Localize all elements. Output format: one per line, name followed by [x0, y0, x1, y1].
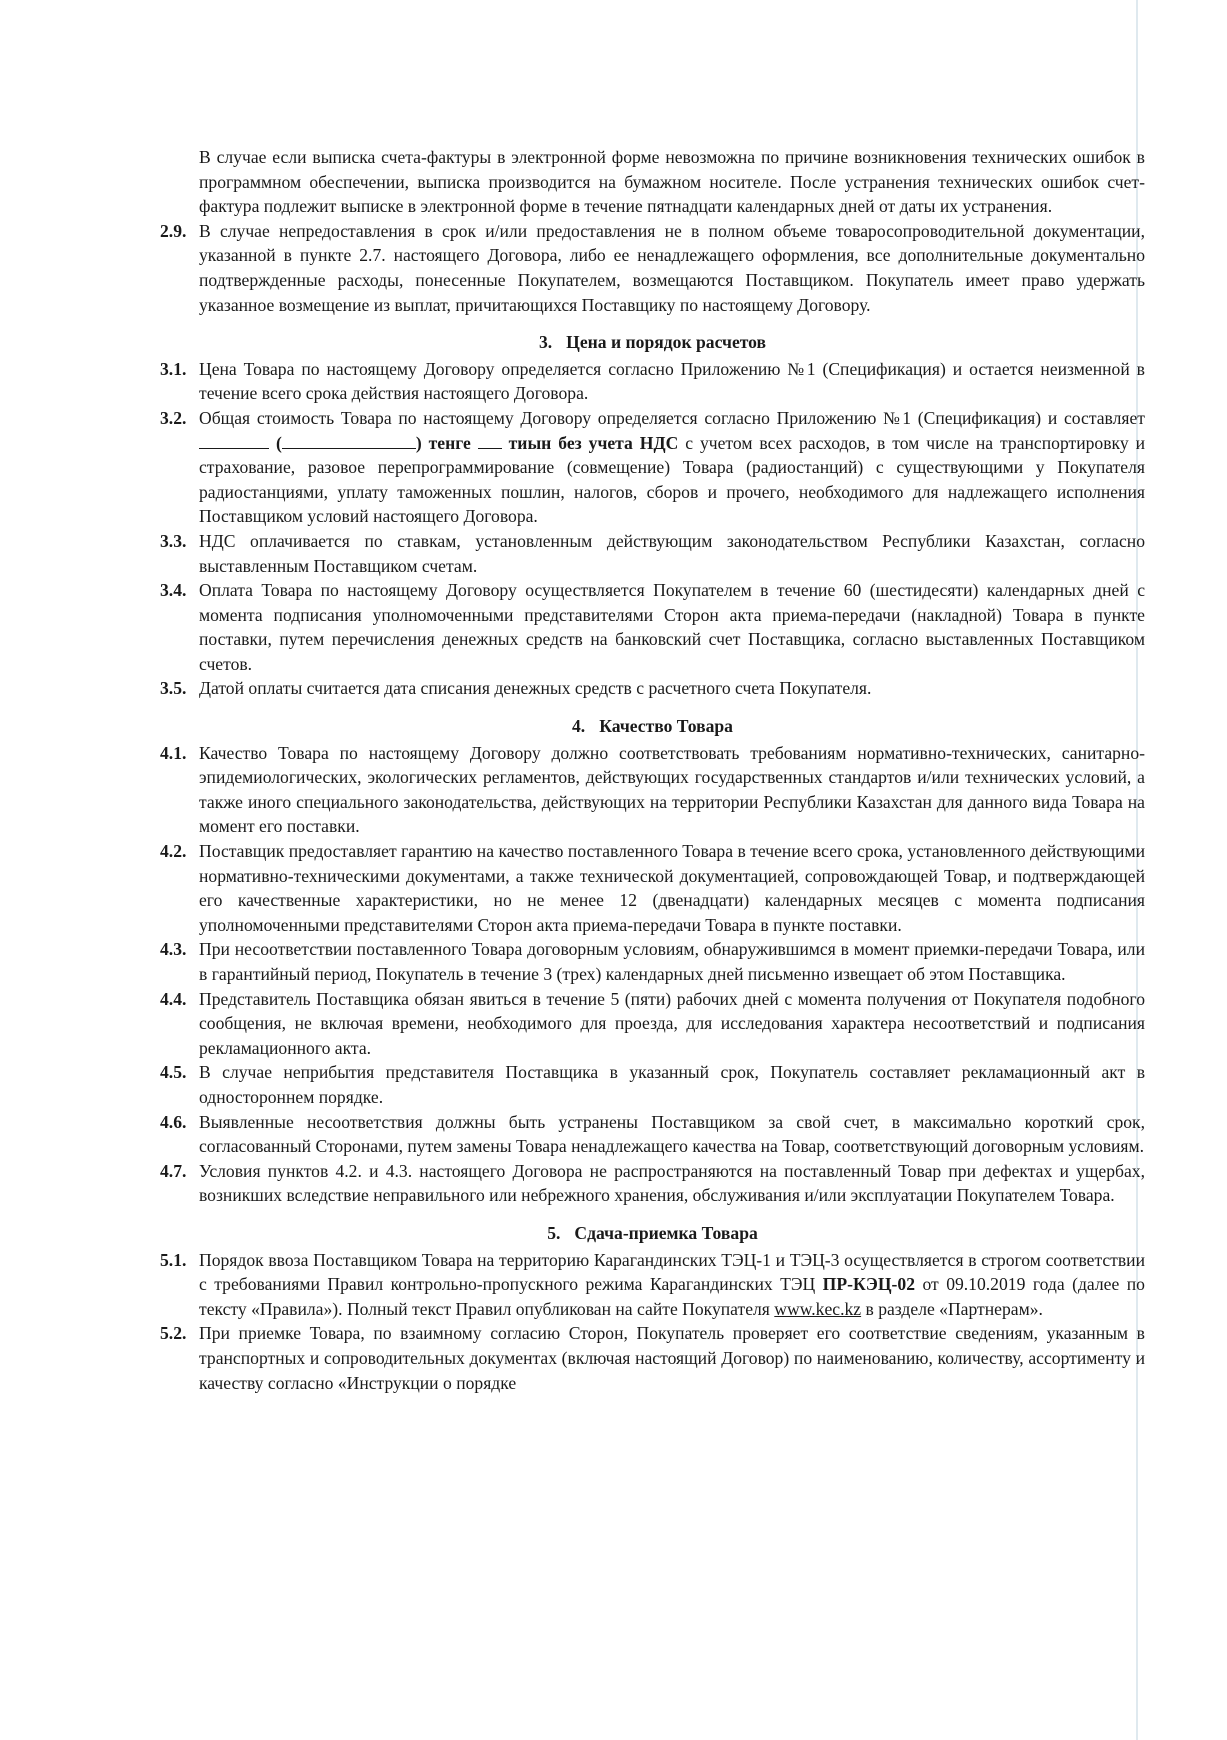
clause-number: 4.4.	[160, 988, 187, 1009]
clause-text: При приемке Товара, по взаимному согласию Сторон, Покупатель проверяет его соответствие сведениям, указанным в транспортных и сопроводительных документах (включая настоящий Договор) по наименованию, количеству, ассортименту и качеству согласно «Инструкции о порядке	[199, 1323, 1145, 1393]
clause-text: При несоответствии поставленного Товара договорным условиям, обнаружившимся в момент приемки-передачи Товара, или в гарантийный период, Покупатель в течение 3 (трех) календарных дней письменно извещает об этом Поставщика.	[199, 939, 1145, 984]
section-4-heading	[160, 714, 1145, 739]
clause-number: 3.3.	[160, 530, 187, 551]
section-title: Качество Товара	[599, 716, 733, 737]
clause-text-part1: Порядок ввоза Поставщиком Товара на территорию Карагандинских ТЭЦ-1 и ТЭЦ-3 осуществляется в строгом соответствии с требованиями Правил контрольно-пропускного режима Карагандинских ТЭЦ	[199, 1249, 1145, 1295]
clause-text: Представитель Поставщика обязан явиться в течение 5 (пяти) рабочих дней с момента получения от Покупателя подобного сообщения, не включая времени, необходимого для проезда, для исследования характера несоответствий и подписания рекламационного акта.	[199, 988, 1145, 1058]
tiyn-label: тиын без учета НДС	[501, 432, 679, 453]
clause-4-4	[160, 987, 1145, 1061]
section-number: 3.	[538, 332, 553, 353]
clause-4-7	[160, 1159, 1145, 1208]
clause-number: 4.2.	[160, 841, 187, 862]
clause-number: 5.1.	[160, 1249, 187, 1270]
clause-text: Условия пунктов 4.2. и 4.3. настоящего Договора не распространяются на поставленный Товар при дефектах и ущербах, возникших вследствие неправильного или небрежного хранения, обслуживания и/или эксплуатации Покупателем Товара.	[199, 1160, 1145, 1206]
amount-blank	[199, 432, 269, 449]
clause-text-part2: от 09.10.2019 года (далее по тексту «Правила»). Полный текст Правил опубликован на сайте Покупателя	[199, 1274, 1145, 1319]
intro-paragraph: В случае если выписка счета-фактуры в электронной форме невозможна по причине возникновения технических ошибок в программном обеспечении, выписка производится на бумажном носителе. После устранения технических ошибок счет-фактура подлежит выписке в электронной форме в течение пятнадцати календарных дней от даты их устранения.	[199, 147, 1145, 217]
clause-text: В случае неприбытия представителя Поставщика в указанный срок, Покупатель составляет рекламационный акт в одностороннем порядке.	[199, 1062, 1145, 1107]
clause-4-2	[160, 839, 1145, 937]
rules-code: ПР-КЭЦ-02	[822, 1274, 915, 1295]
section-title: Сдача-приемка Товара	[574, 1222, 758, 1243]
clause-3-5	[160, 676, 1145, 701]
clause-text: В случае непредоставления в срок и/или предоставления не в полном объеме товаросопроводительной документации, указанной в пункте 2.7. настоящего Договора, либо ее ненадлежащего оформления, все дополнительные документально подтвержденные расходы, понесенные Покупателем, возмещаются Поставщиком. Покупатель имеет право удержать указанное возмещение из выплат, причитающихся Поставщику по настоящему Договору.	[199, 220, 1145, 315]
clause-text: Качество Товара по настоящему Договору должно соответствовать требованиям нормативно-технических, санитарно-эпидемиологических, экологических регламентов, действующих государственных стандартов и/или технических условий, а также иного специального законодательства, действующих на территории Республики Казахстан для данного вида Товара на момент его поставки.	[199, 742, 1145, 837]
clause-3-1	[160, 357, 1145, 406]
clause-number: 2.9.	[160, 220, 187, 241]
section-title: Цена и порядок расчетов	[566, 332, 767, 353]
clause-number: 3.5.	[160, 678, 187, 699]
section-3-heading	[160, 330, 1145, 355]
clause-4-5	[160, 1060, 1145, 1109]
clause-4-3	[160, 937, 1145, 986]
clause-text: Цена Товара по настоящему Договору определяется согласно Приложению №1 (Спецификация) и остается неизменной в течение всего срока действия настоящего Договора.	[199, 358, 1145, 404]
clause-text	[199, 406, 1145, 529]
clause-number: 4.7.	[160, 1160, 187, 1181]
paren-open: (	[269, 432, 282, 453]
contract-text	[160, 145, 1145, 1395]
clause-text: НДС оплачивается по ставкам, установленным действующим законодательством Республики Казахстан, согласно выставленным Поставщиком счетам.	[199, 530, 1145, 576]
clause-5-2	[160, 1321, 1145, 1395]
clause-number: 4.5.	[160, 1062, 187, 1083]
clause-text: Выявленные несоответствия должны быть устранены Поставщиком за свой счет, в максимально короткий срок, согласованный Сторонами, путем замены Товара ненадлежащего качества на Товар, соответствующий договорным условиям.	[199, 1111, 1145, 1157]
clause-2-9	[160, 219, 1145, 317]
clause-text-part3: в разделе «Партнерам».	[861, 1298, 1043, 1319]
section-5-heading	[160, 1221, 1145, 1246]
clause-3-3	[160, 529, 1145, 578]
clause-number: 4.1.	[160, 742, 187, 763]
section-number: 4.	[572, 716, 586, 737]
clause-number: 3.4.	[160, 580, 187, 601]
clause-number: 3.2.	[160, 407, 187, 428]
clause-text: Оплата Товара по настоящему Договору осуществляется Покупателем в течение 60 (шестидесяти) календарных дней с момента подписания уполномоченными представителями Сторон акта приема-передачи (накладной) Товара в пункте поставки, путем перечисления денежных средств на банковский счет Поставщика, согласно выставленных Поставщиком счетов.	[199, 580, 1145, 674]
clause-4-6	[160, 1110, 1145, 1159]
clause-3-2	[160, 406, 1145, 529]
clause-text: Датой оплаты считается дата списания денежных средств с расчетного счета Покупателя.	[199, 678, 872, 699]
clause-text-part2: с учетом всех расходов, в том числе на транспортировку и страхование, разовое перепрограммирование (совмещение) Товара (радиостанций) с существующими у Покупателя радиостанциями, уплату таможенных пошлин, налогов, сборов и прочего, необходимого для надлежащего исполнения Поставщиком условий настоящего Договора.	[199, 432, 1145, 527]
clause-text	[199, 1248, 1145, 1322]
tiyn-blank	[478, 432, 502, 449]
clause-number: 4.6.	[160, 1111, 187, 1132]
section-number: 5.	[547, 1222, 561, 1243]
website-link[interactable]: www.kec.kz	[774, 1298, 862, 1319]
clause-5-1	[160, 1248, 1145, 1322]
clause-4-1	[160, 741, 1145, 839]
clause-number: 3.1.	[160, 358, 187, 379]
amount-words-blank	[282, 432, 416, 449]
clause-3-4	[160, 578, 1145, 676]
clause-text: Поставщик предоставляет гарантию на качество поставленного Товара в течение всего срока, установленного действующими нормативно-техническими документами, а также технической документацией, сопровождающей Товар, и подтверждающей его качественные характеристики, но не менее 12 (двенадцати) календарных месяцев с момента подписания уполномоченными представителями Сторон акта приема-передачи Товара в пункте поставки.	[199, 841, 1145, 935]
tenge-label: ) тенге	[415, 432, 478, 453]
clause-text-part1: Общая стоимость Товара по настоящему Договору определяется согласно Приложению №1 (Спецификация) и составляет	[199, 407, 1145, 428]
clause-number: 5.2.	[160, 1323, 187, 1344]
clause-number: 4.3.	[160, 939, 187, 960]
